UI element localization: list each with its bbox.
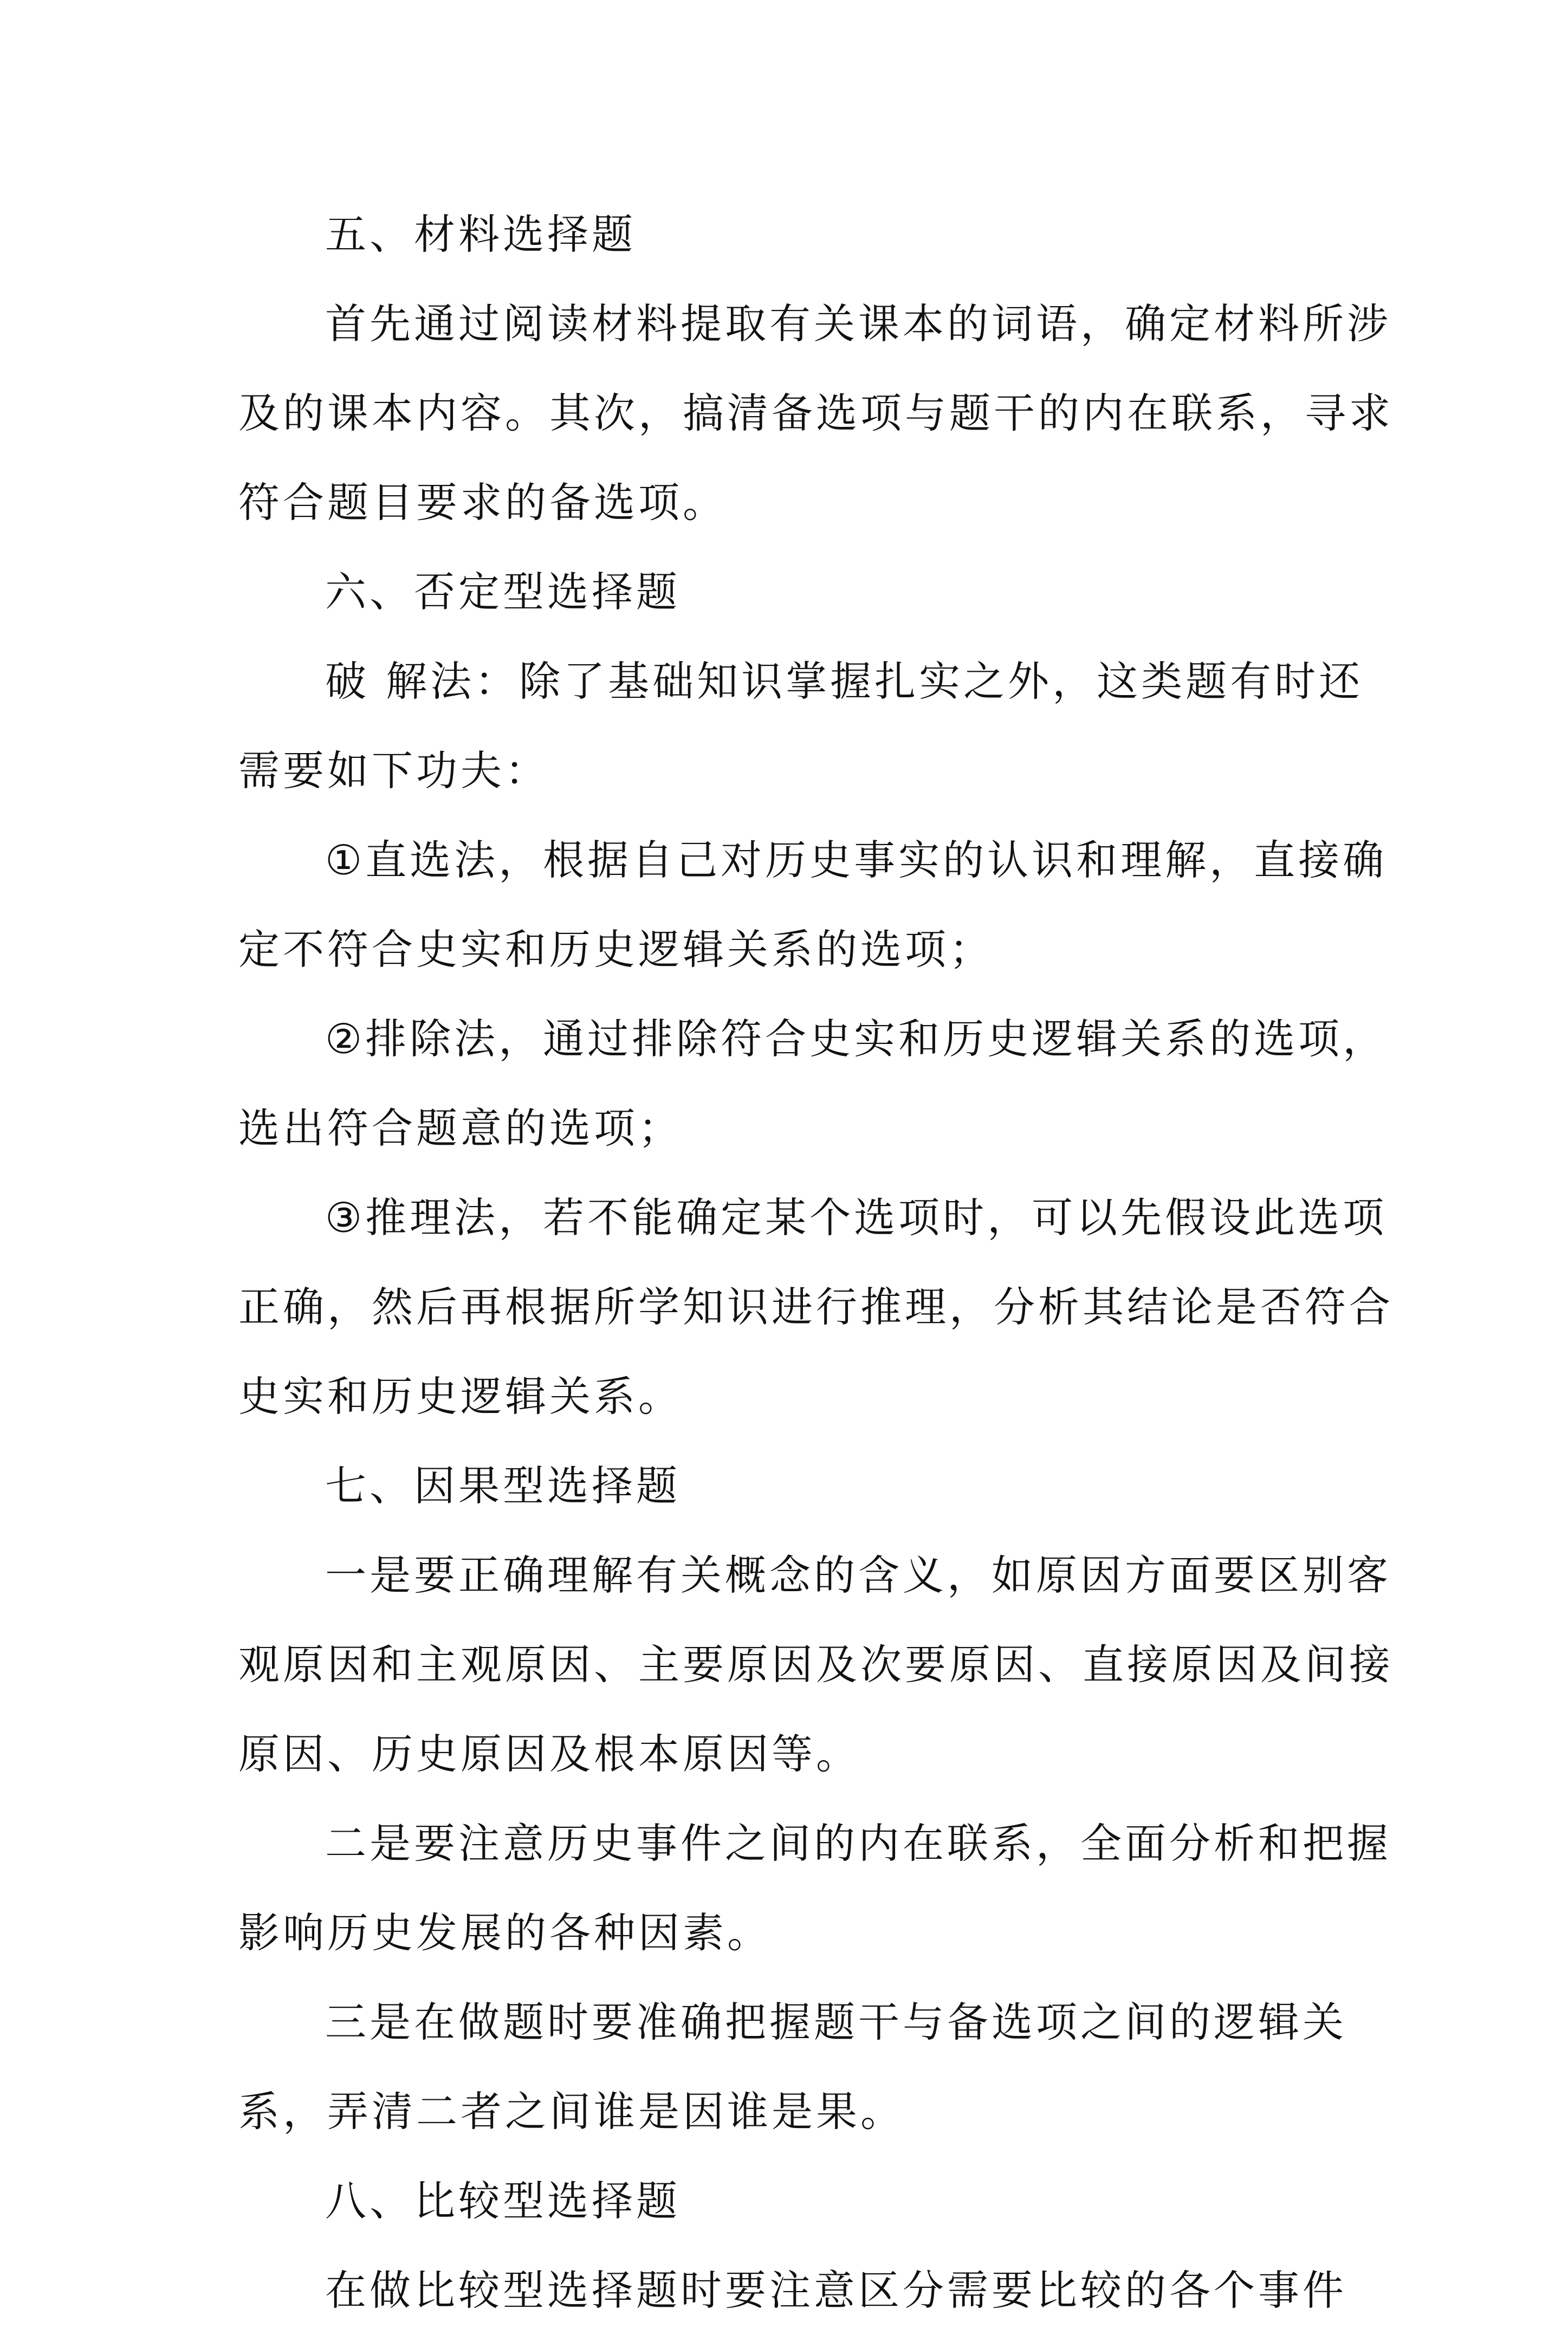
paragraph-line: 首先通过阅读材料提取有关课本的词语，确定材料所涉	[325, 300, 1391, 348]
paragraph-line: ②排除法，通过排除符合史实和历史逻辑关系的选项，	[325, 1015, 1388, 1063]
paragraph-line: 定不符合史实和历史逻辑关系的选项；	[238, 925, 994, 974]
section-heading-5: 五、材料选择题	[325, 210, 636, 258]
paragraph-line: 三是在做题时要准确把握题干与备选项之间的逻辑关	[325, 1998, 1347, 2046]
paragraph-line: 在做比较型选择题时要注意区分需要比较的各个事件	[325, 2266, 1347, 2314]
paragraph-line: 符合题目要求的备选项。	[238, 478, 727, 527]
paragraph-line: 系，弄清二者之间谁是因谁是果。	[238, 2087, 905, 2136]
paragraph-line: 选出符合题意的选项；	[238, 1104, 683, 1152]
paragraph-line: 一是要正确理解有关概念的含义，如原因方面要区别客	[325, 1551, 1391, 1599]
paragraph-line: 需要如下功夫：	[238, 747, 549, 795]
paragraph-line: 原因、历史原因及根本原因等。	[238, 1730, 860, 1778]
paragraph-line: ①直选法，根据自己对历史事实的认识和理解，直接确	[325, 836, 1388, 884]
paragraph-line: ③推理法，若不能确定某个选项时，可以先假设此选项	[325, 1194, 1388, 1242]
paragraph-line: 二是要注意历史事件之间的内在联系，全面分析和把握	[325, 1819, 1391, 1867]
section-heading-8: 八、比较型选择题	[325, 2177, 681, 2225]
paragraph-line: 破 解法：除了基础知识掌握扎实之外，这类题有时还	[325, 657, 1364, 705]
paragraph-line: 观原因和主观原因、主要原因及次要原因、直接原因及间接	[238, 1640, 1394, 1689]
section-heading-7: 七、因果型选择题	[325, 1462, 681, 1510]
document-body	[238, 190, 1394, 2335]
paragraph-line: 影响历史发展的各种因素。	[238, 1909, 772, 1957]
paragraph-line: 及的课本内容。其次，搞清备选项与题干的内在联系，寻求	[238, 389, 1394, 437]
paragraph-line: 正确，然后再根据所学知识进行推理，分析其结论是否符合	[238, 1283, 1394, 1331]
paragraph-line: 史实和历史逻辑关系。	[238, 1372, 683, 1421]
section-heading-6: 六、否定型选择题	[325, 568, 681, 616]
